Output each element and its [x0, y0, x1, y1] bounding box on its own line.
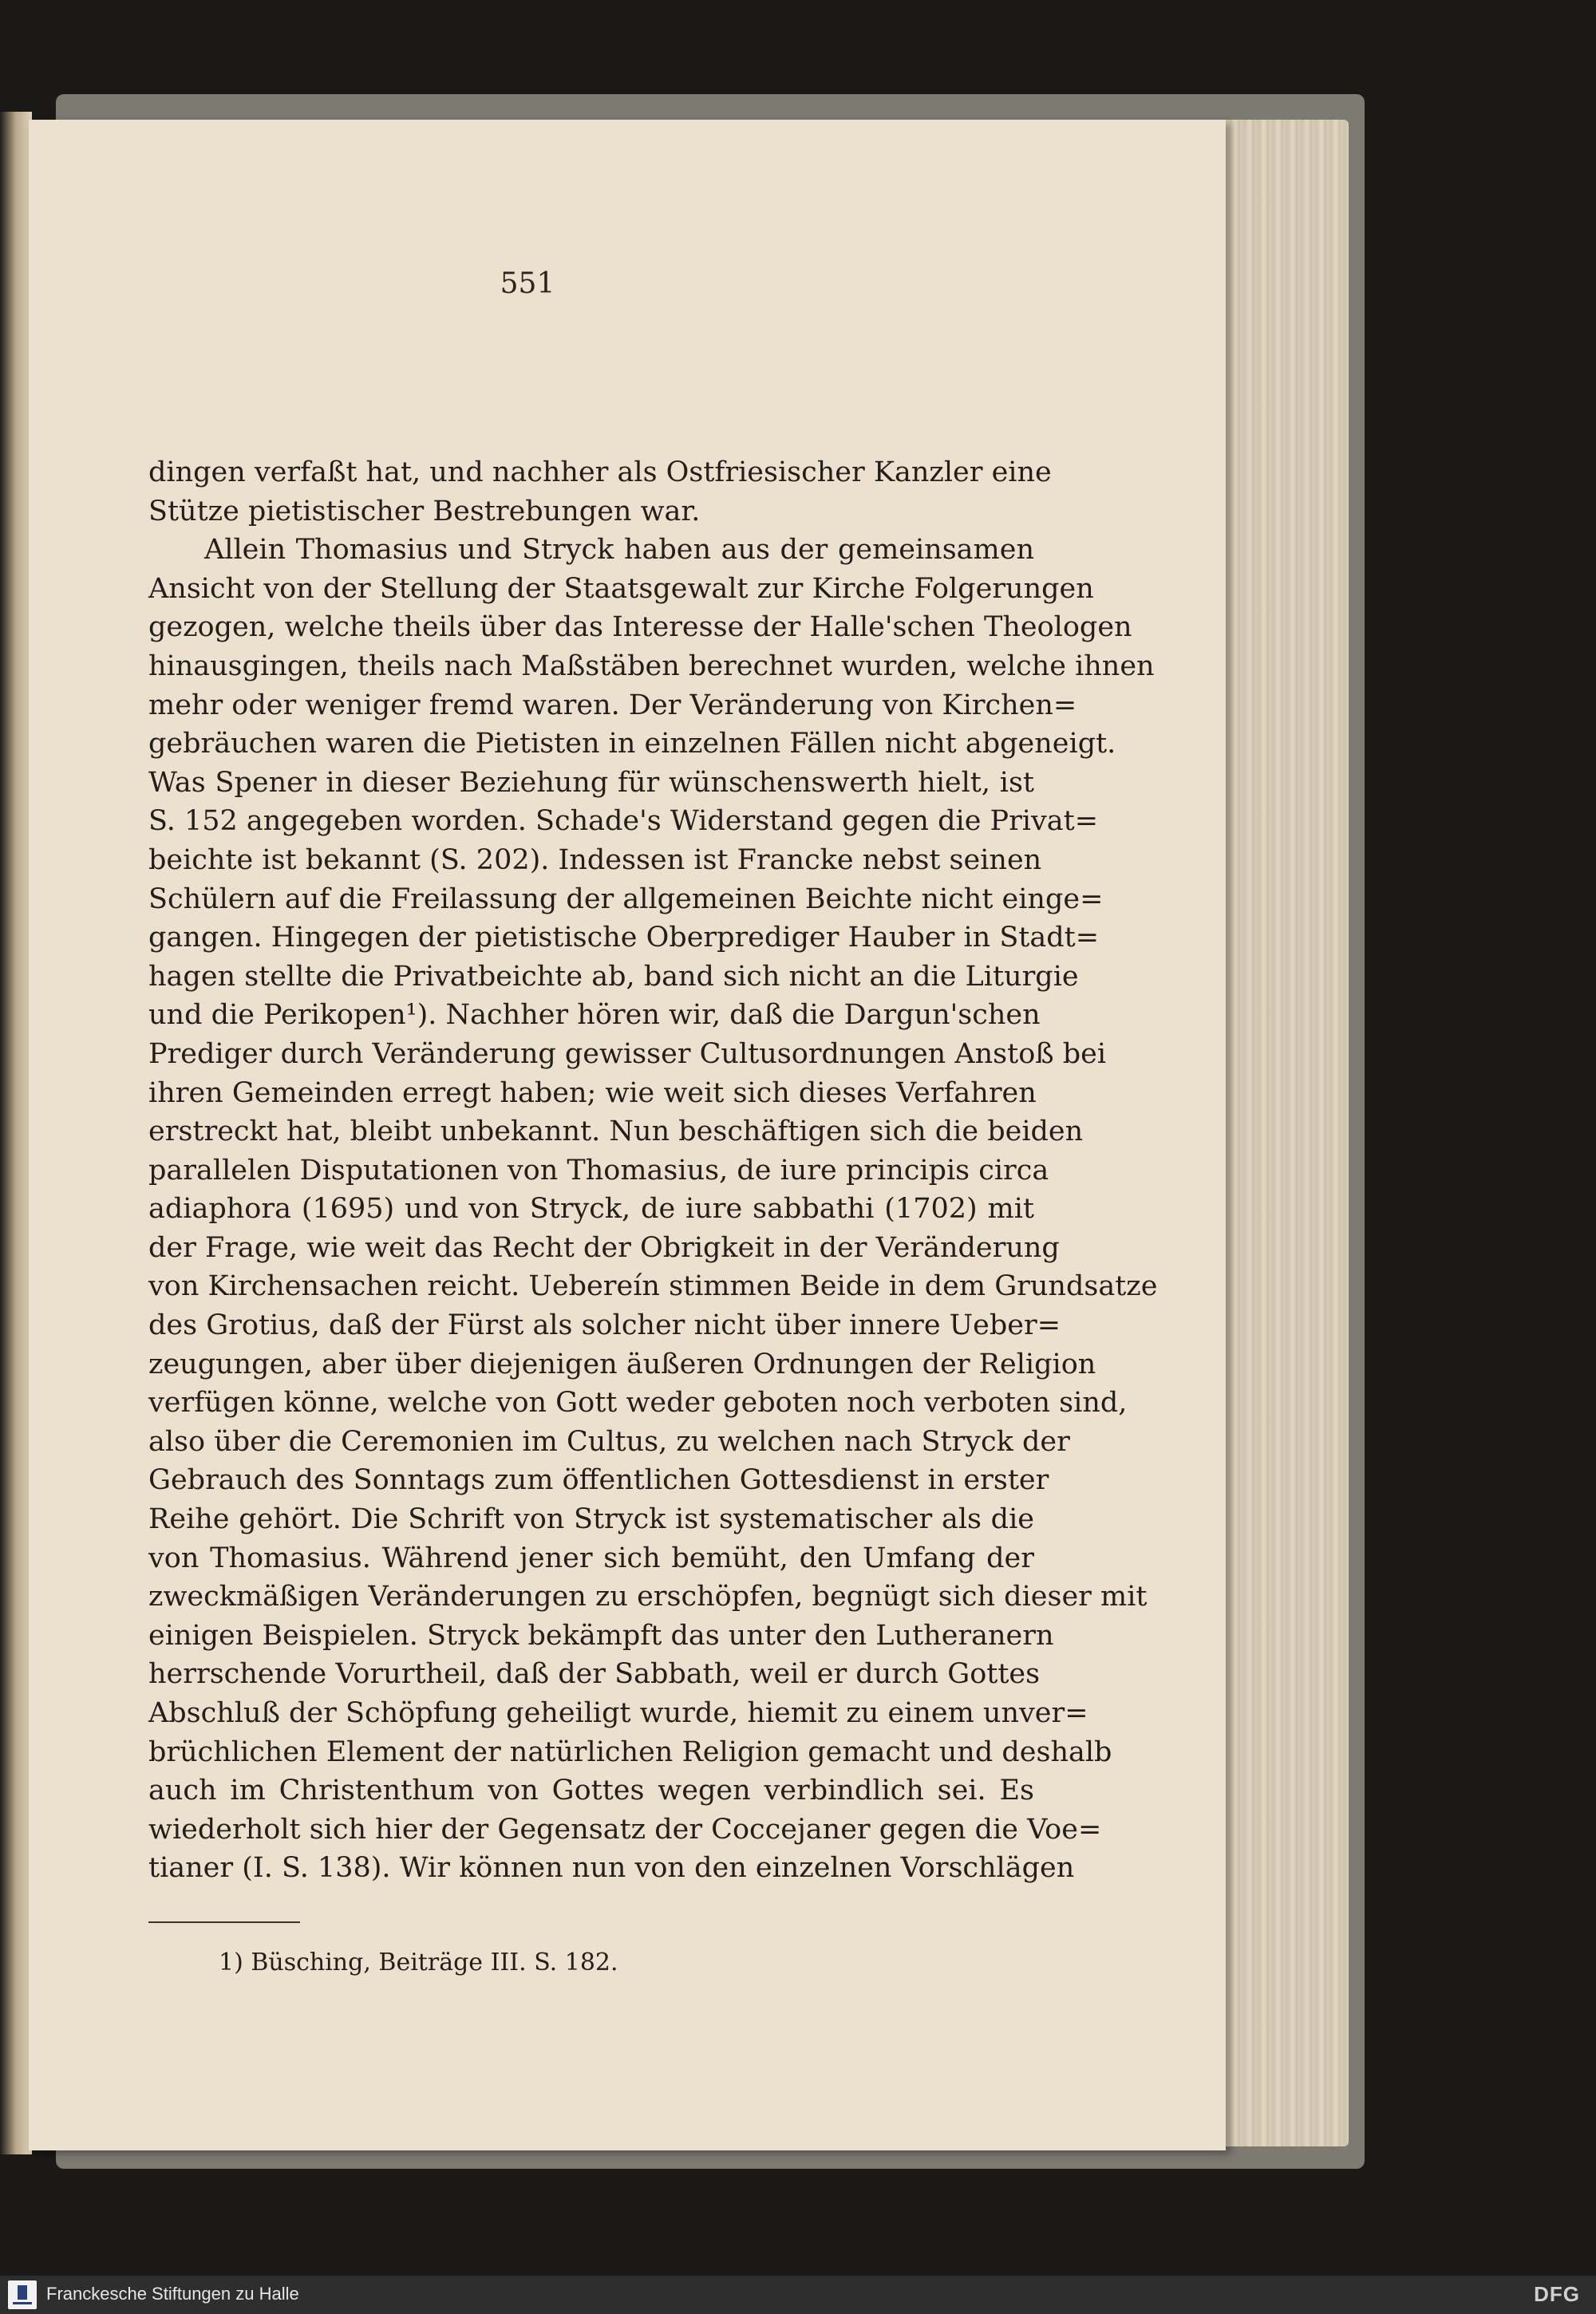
text-line: dingen verfaßt hat, und nachher als Ostfriesischer Kanzler eine — [148, 456, 1052, 488]
text-line: S. 152 angegeben worden. Schade's Widerstand gegen die Privat= — [148, 805, 1099, 838]
text-line: mehr oder weniger fremd waren. Der Veränderung von Kirchen= — [148, 689, 1077, 721]
text-line: verfügen könne, welche von Gott weder geboten noch verboten sind, — [148, 1387, 1128, 1420]
viewer-footer — [0, 2276, 1596, 2314]
text-line: Stütze pietistischer Bestrebungen war. — [148, 495, 701, 527]
text-line: Schülern auf die Freilassung der allgemeinen Beichte nicht einge= — [148, 883, 1104, 915]
text-line: adiaphora (1695) und von Stryck, de iure sabbathi (1702) mit — [148, 1193, 1034, 1226]
text-line: Was Spener in dieser Beziehung für wünschenswerth hielt, ist — [148, 766, 1034, 799]
text-line: des Grotius, daß der Fürst als solcher nicht über innere Ueber= — [148, 1309, 1061, 1342]
text-line: ihren Gemeinden erregt haben; wie weit sich dieses Verfahren — [148, 1076, 1037, 1109]
text-line: gezogen, welche theils über das Interesse der Halle'schen Theologen — [148, 611, 1132, 644]
text-line: von Kirchensachen reicht. Uebereín stimmen Beide in dem Grundsatze — [148, 1270, 1158, 1303]
text-line: parallelen Disputationen von Thomasius, de iure principis circa — [148, 1154, 1049, 1187]
text-line: tianer (I. S. 138). Wir können nun von den einzelnen Vorschlägen — [148, 1852, 1075, 1885]
text-line: Prediger durch Veränderung gewisser Cultusordnungen Anstoß bei — [148, 1037, 1107, 1070]
text-line: zweckmäßigen Veränderungen zu erschöpfen, begnügt sich dieser mit — [148, 1581, 1148, 1613]
previous-page-edge — [0, 112, 32, 2154]
text-line: gangen. Hingegen der pietistische Oberprediger Hauber in Stadt= — [148, 922, 1100, 954]
footnote-rule — [148, 1921, 300, 1923]
dfg-logo: DFG — [1534, 2282, 1580, 2306]
page-number: 551 — [500, 267, 555, 300]
text-line: beichte ist bekannt (S. 202). Indessen ist Francke nebst seinen — [148, 843, 1042, 876]
text-line: also über die Ceremonien im Cultus, zu welchen nach Stryck der — [148, 1425, 1070, 1458]
text-line: gebräuchen waren die Pietisten in einzelnen Fällen nicht abgeneigt. — [148, 728, 1116, 760]
body-text — [148, 453, 1158, 1888]
text-line: hagen stellte die Privatbeichte ab, band sich nicht an die Liturgie — [148, 960, 1079, 993]
text-line: Abschluß der Schöpfung geheiligt wurde, hiemit zu einem unver= — [148, 1697, 1088, 1729]
text-line: Allein Thomasius und Stryck haben aus der gemeinsamen — [204, 534, 1034, 567]
book-page — [29, 120, 1226, 2150]
text-line: der Frage, wie weit das Recht der Obrigkeit in der Veränderung — [148, 1231, 1060, 1264]
text-line: zeugungen, aber über diejenigen äußeren Ordnungen der Religion — [148, 1348, 1096, 1380]
text-line: einigen Beispielen. Stryck bekämpft das unter den Lutheranern — [148, 1619, 1054, 1652]
text-line: wiederholt sich hier der Gegensatz der Coccejaner gegen die Voe= — [148, 1813, 1102, 1846]
footnote: 1) Büsching, Beiträge III. S. 182. — [219, 1949, 618, 1976]
institution-logo-icon — [8, 2280, 37, 2309]
text-line: herrschende Vorurtheil, daß der Sabbath, weil er durch Gottes — [148, 1658, 1041, 1691]
text-line: auch im Christenthum von Gottes wegen verbindlich sei. Es — [148, 1775, 1034, 1807]
text-line: brüchlichen Element der natürlichen Religion gemacht und deshalb — [148, 1736, 1112, 1768]
text-line: Ansicht von der Stellung der Staatsgewalt zur Kirche Folgerungen — [148, 572, 1094, 605]
text-line: und die Perikopen¹). Nachher hören wir, daß die Dargun'schen — [148, 999, 1041, 1032]
text-line: von Thomasius. Während jener sich bemüht, den Umfang der — [148, 1542, 1034, 1574]
text-line: Gebrauch des Sonntags zum öffentlichen Gottesdienst in erster — [148, 1464, 1049, 1497]
text-line: erstreckt hat, bleibt unbekannt. Nun beschäftigen sich die beiden — [148, 1116, 1084, 1148]
text-line: hinausgingen, theils nach Maßstäben berechnet wurden, welche ihnen — [148, 650, 1155, 682]
institution-name[interactable]: Franckesche Stiftungen zu Halle — [46, 2284, 299, 2304]
text-line: Reihe gehört. Die Schrift von Stryck ist systematischer als die — [148, 1503, 1034, 1536]
